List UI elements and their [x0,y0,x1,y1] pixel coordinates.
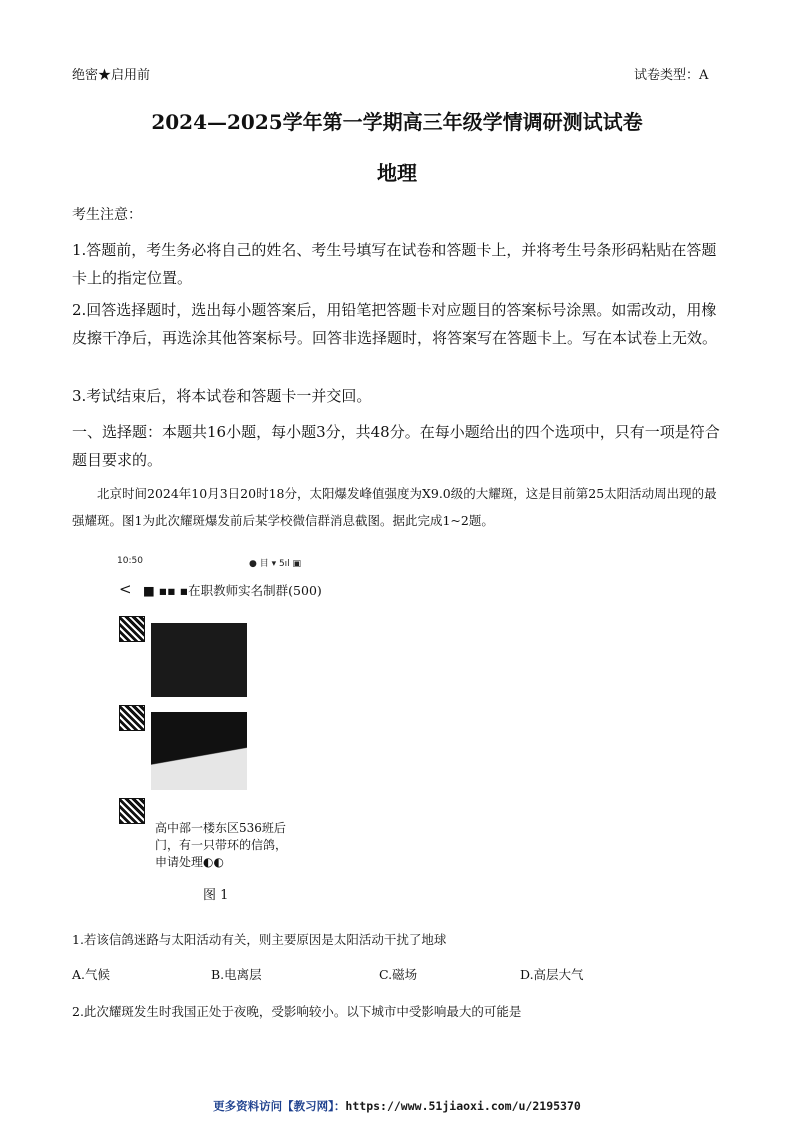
notice-item-2: 2.回答选择题时，选出每小题答案后，用铅笔把答题卡对应题目的答案标号涂黑。如需改动，用橡皮擦干净后，再选涂其他答案标号。回答非选择题时，将答案写在答题卡上。写在本试卷上无效。 [72,301,718,347]
section-heading: 一、选择题：本题共16小题，每小题3分，共48分。在每小题给出的四个选项中，只有一项是符合题目要求的。 [72,423,720,469]
subject-title: 地理 [377,161,417,185]
notice-item-3: 3.考试结束后，将本试卷和答题卡一并交回。 [72,387,372,405]
notice-heading: 考生注意： [72,207,142,223]
question-intro: 北京时间2024年10月3日20时18分，太阳爆发峰值强度为X9.0级的大耀斑，这是目前第25太阳活动周出现的最强耀斑。图1为此次耀斑爆发前后某学校微信群消息截图。据此完成1~2题。 [72,486,717,528]
notice-item-1: 1.答题前，考生务必将自己的姓名、考生号填写在试卷和答题卡上，并将考生号条形码粘贴在答题卡上的指定位置。 [72,241,717,287]
status-icons: ● 目 ▾ 5ıl ▣ [249,559,302,569]
confidential-label: 绝密★启用前 [72,68,151,83]
paper-type-label: 试卷类型：A [634,68,709,83]
photo-message [151,623,247,697]
avatar [119,798,145,824]
question-2-stem: 2.此次耀斑发生时我国正处于夜晚，受影响较小。以下城市中受影响最大的可能是 [72,1004,522,1019]
message-line: 高中部一楼东区536班后 [155,821,286,835]
exam-title: 2024—2025学年第一学期高三年级学情调研测试试卷 [151,110,643,134]
option-d: D.高层大气 [520,967,584,982]
option-c: C.磁场 [379,967,418,982]
back-arrow-icon: < [119,580,132,598]
wechat-screenshot-figure [103,548,328,869]
option-a: A.气候 [72,967,111,982]
message-line: 门，有一只带环的信鸽， [155,838,288,852]
photo-message [151,712,247,790]
footer-prefix: 更多资料访问【教习网】： [213,1099,346,1113]
option-b: B.电离层 [211,967,262,982]
status-time: 10:50 [117,556,143,566]
message-line: 申请处理◐◐ [155,855,224,869]
avatar [119,616,145,642]
text-message [155,820,287,871]
figure-caption: 图 1 [203,888,229,903]
footer-url[interactable]: https://www.51jiaoxi.com/u/2195370 [345,1099,581,1113]
avatar [119,705,145,731]
question-1-options [72,965,724,983]
question-1-stem: 1.若该信鸽迷路与太阳活动有关，则主要原因是太阳活动干扰了地球 [72,932,447,947]
footer-link[interactable] [0,1098,794,1114]
chat-title: ■ ▪▪ ▪在职教师实名制群(500) [143,583,322,598]
